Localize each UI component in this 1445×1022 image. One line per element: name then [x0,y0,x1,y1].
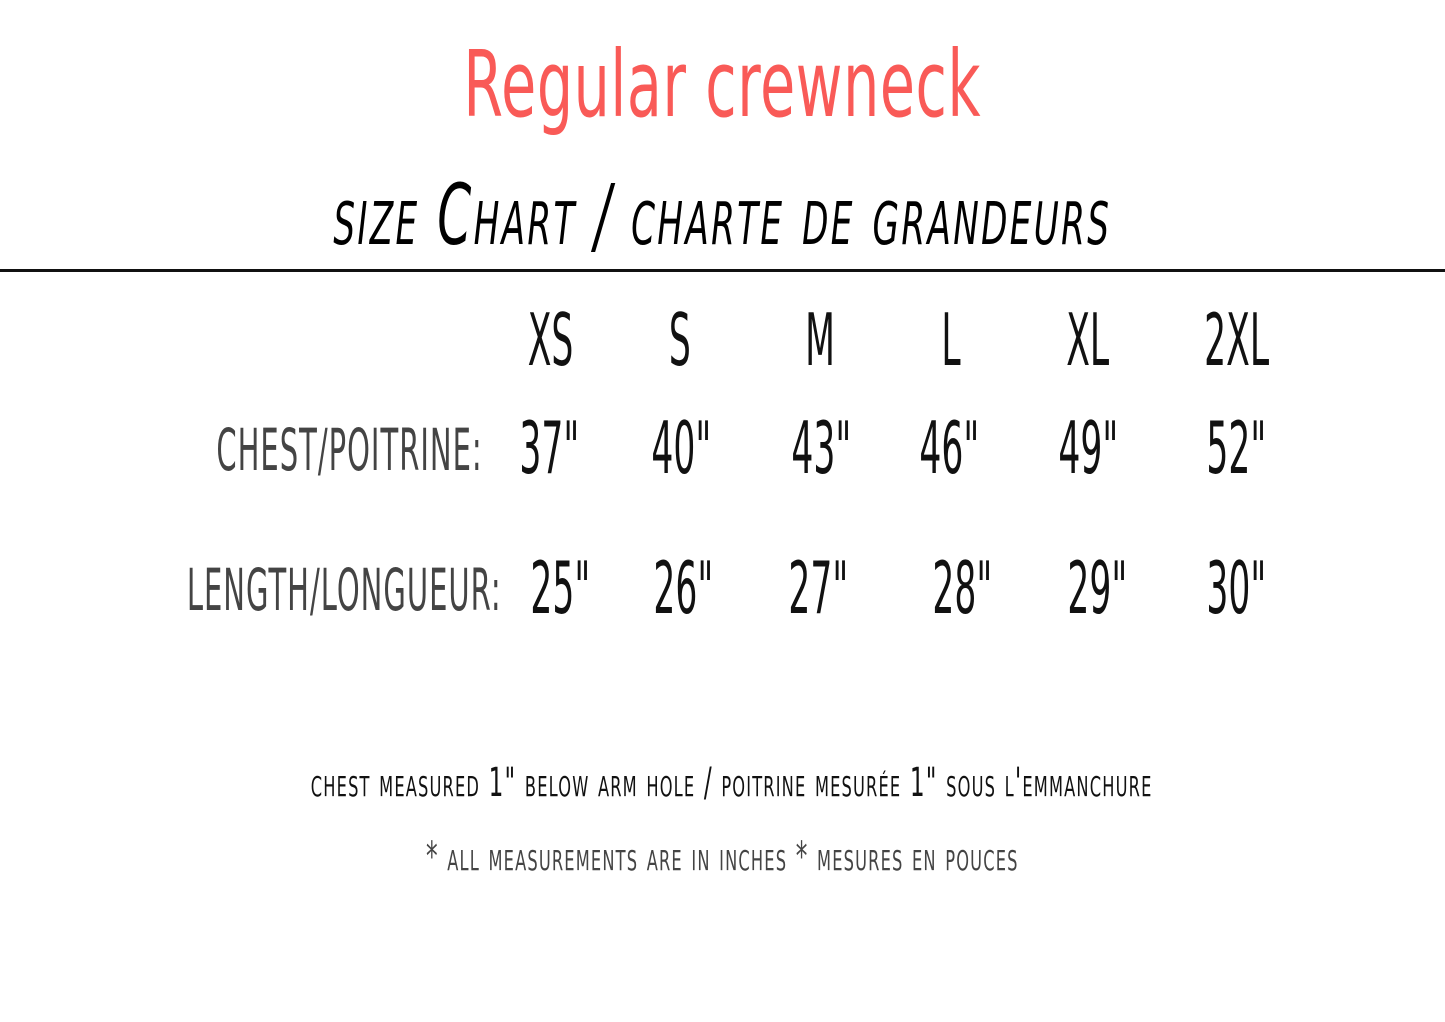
length-value-xl: 29" [1067,546,1127,630]
chest-value-s: 40" [651,406,711,490]
chest-value-xl: 49" [1058,406,1118,490]
length-value-xs: 25" [530,546,590,630]
length-value-m: 27" [788,546,848,630]
page-subtitle: size Chart / charte de grandeurs [333,166,1112,264]
size-header-s: S [669,298,691,382]
length-value-s: 26" [653,546,713,630]
page-title: Regular crewneck [463,31,982,138]
size-header-xl: XL [1066,298,1110,382]
units-note: * all measurements are in inches * mesures en pouces [425,834,1019,880]
length-value-l: 28" [932,546,992,630]
chest-measure-note: chest measured 1" below arm hole / poitrine mesurée 1" sous l'emmanchure [310,760,1153,806]
chest-value-2xl: 52" [1206,406,1266,490]
chest-value-l: 46" [919,406,979,490]
size-header-l: L [941,298,961,382]
length-value-2xl: 30" [1206,546,1266,630]
chest-value-xs: 37" [519,406,579,490]
length-row-label: LENGTH/LONGUEUR: [187,556,502,624]
size-header-xs: XS [528,298,574,382]
divider-line [0,269,1445,272]
size-header-2xl: 2XL [1204,298,1270,382]
size-header-m: M [805,298,835,382]
chest-value-m: 43" [791,406,851,490]
chest-row-label: CHEST/POITRINE: [216,416,483,484]
